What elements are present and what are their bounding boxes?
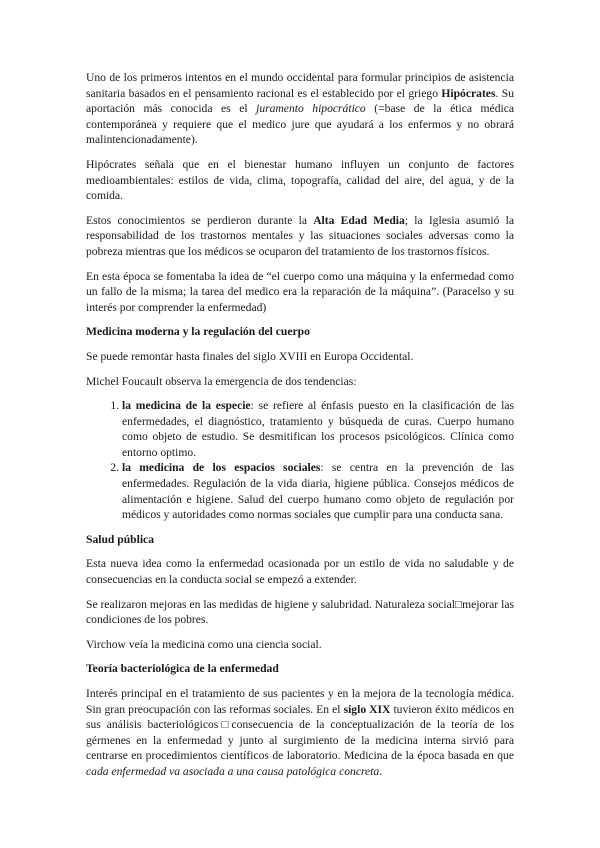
heading-medicina-moderna: Medicina moderna y la regulación del cuerpo xyxy=(86,325,310,339)
paragraph-cuerpo-maquina: En esta época se fomentaba la idea de “el cuerpo como una máquina y la enfermedad como un fallo de la misma; la tarea del medico era la reparación de la máquina”. (Paracelso y su interés por comprender la enfermedad) xyxy=(86,269,514,314)
term-siglo-xix: siglo XIX xyxy=(343,702,391,716)
paragraph-factores: Hipócrates señala que en el bienestar humano influyen un conjunto de factores medioambientales: estilos de vida, clima, topografía, calidad del aire, del agua, y de la comida. xyxy=(86,157,514,203)
heading-salud-publica: Salud pública xyxy=(86,532,154,546)
paragraph-hipocrates: Uno de los primeros intentos en el mundo occidental para formular principios de asistencia sanitaria basados en el pensamiento racional es el establecido por el griego Hipócrates. Su aportación más conocida es el juramento hipocrático (=base de la ética médica contemporánea y requiere que el medico jure que ayudará a los enfermos y no obrará malintencionadamente). xyxy=(86,71,515,147)
list-item: 1. la medicina de la especie: se refiere al énfasis puesto en la clasificación de las enfermedades, el diagnóstico, tratamiento y búsqueda de curas. Cuerpo humano como objeto de estudio. Se desmitifican los procesos psicológicos. Clínica como entorno optimo. xyxy=(122,398,514,460)
paragraph-edad-media: Estos conocimientos se perdieron durante la Alta Edad Media; la Iglesia asumió la responsabilidad de los trastornos mentales y las situaciones sociales adversas como la pobreza mientras que los médicos se ocuparon del tratamiento de los trastornos físicos. xyxy=(86,213,514,258)
tendencias-list xyxy=(86,398,514,523)
paragraph-foucault: Michel Foucault observa la emergencia de dos tendencias: xyxy=(86,374,357,388)
term-alta-edad-media: Alta Edad Media xyxy=(313,213,405,227)
term-juramento: juramento hipocrático xyxy=(256,102,366,116)
term-causa-patologica: cada enfermedad va asociada a una causa patológica concreta xyxy=(86,764,380,778)
heading-teoria-bacteriologica: Teoría bacteriológica de la enfermedad xyxy=(86,662,279,676)
list-item: 2. la medicina de los espacios sociales: se centra en la prevención de las enfermedades. Regulación de la vida diaria, higiene pública. Consejos médicos de alimentación e higiene. Salud del cuerpo humano como objeto de regulación por médicos y autoridades como normas sociales que cumplir para una conducta sana. xyxy=(122,460,514,522)
paragraph-virchow: Virchow veía la medicina como una ciencia social. xyxy=(86,637,322,651)
term-hipocrates: Hipócrates xyxy=(441,86,496,100)
paragraph-siglo-xviii: Se puede remontar hasta finales del siglo XVIII en Europa Occidental. xyxy=(86,349,414,363)
paragraph-estilo-vida: Esta nueva idea como la enfermedad ocasionada por un estilo de vida no saludable y de consecuencias en la conducta social se empezó a extender. xyxy=(86,557,514,587)
paragraph-higiene: Se realizaron mejoras en las medidas de higiene y salubridad. Naturaleza social□mejorar las condiciones de los pobres. xyxy=(86,597,514,627)
paragraph-bacteriologia: Interés principal en el tratamiento de sus pacientes y en la mejora de la tecnología médica. Sin gran preocupación con las reformas sociales. En el siglo XIX tuvieron éxito médicos en sus análisis bacteriológicos□consecuencia de la conceptualización de la teoría de los gérmenes en la enfermedad y junto al surgimiento de la medicina interna sirvió para centrarse en procedimientos científicos de laboratorio. Medicina de la época basada en que cada enfermedad va asociada a una causa patológica concreta. xyxy=(86,687,514,778)
